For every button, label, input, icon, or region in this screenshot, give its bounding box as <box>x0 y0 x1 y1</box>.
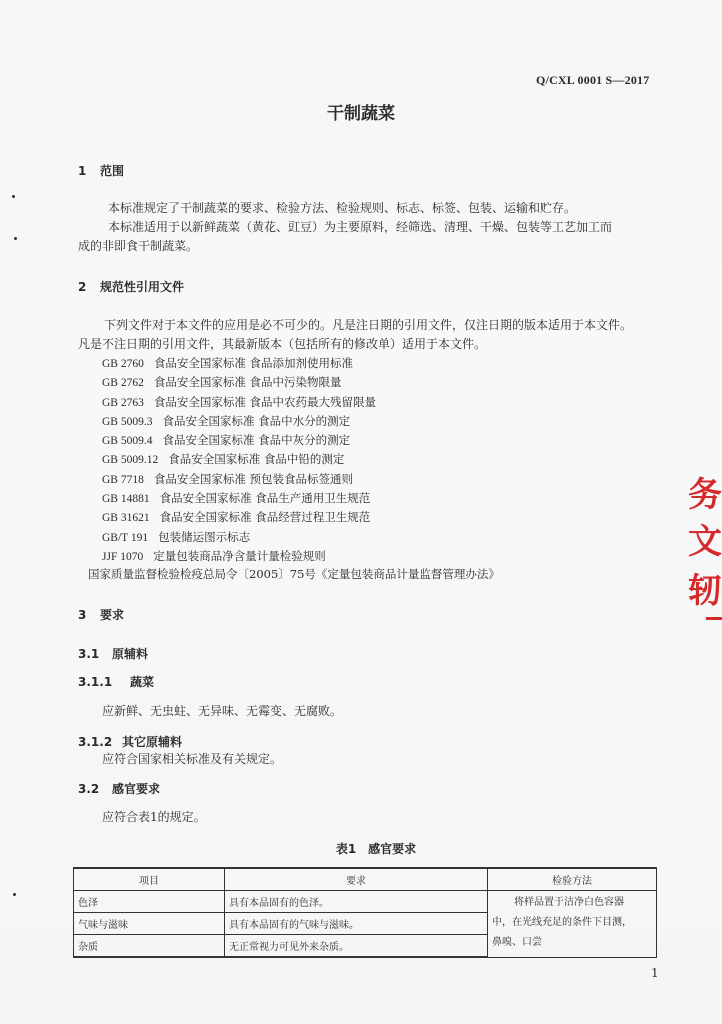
reference-code: GB 2762 <box>102 377 144 390</box>
subsection-3-1-heading <box>78 645 148 662</box>
reference-code: GB 14881 <box>102 493 150 506</box>
paragraph: 凡是不注日期的引用文件，其最新版本（包括所有的修改单）适用于本文件。 <box>78 337 487 351</box>
reference-code: GB/T 191 <box>102 531 149 544</box>
section-title: 范围 <box>100 164 125 178</box>
reference-regulation: 国家质量监督检验检疫总局令〔2005〕75号《定量包装商品计量监督管理办法》 <box>88 567 500 581</box>
table-cell: 无正常视力可见外来杂质。 <box>225 935 488 958</box>
paragraph: 应新鲜、无虫蛀、无异味、无霉变、无腐败。 <box>102 704 343 718</box>
reference-title: 食品安全国家标准 食品中铅的测定 <box>168 452 345 467</box>
paragraph: 下列文件对于本文件的应用是必不可少的。凡是注日期的引用文件，仅注日期的版本适用于本文件。 <box>104 318 633 332</box>
stamp-fragment: 文 <box>688 522 722 562</box>
reference-item <box>102 528 376 547</box>
column-header: 检验方法 <box>488 868 657 891</box>
subsection-title: 蔬菜 <box>130 675 155 689</box>
paragraph: 应符合国家相关标准及有关规定。 <box>102 752 283 766</box>
subsection-number: 3.1.2 <box>78 735 113 749</box>
reference-code: GB 5009.3 <box>102 415 153 428</box>
subsection-3-1-1-heading <box>78 673 154 690</box>
reference-title: 食品安全国家标准 食品中水分的测定 <box>162 413 351 428</box>
table-cell: 杂质 <box>74 935 225 958</box>
reference-title: 食品安全国家标准 食品添加剂使用标准 <box>153 356 354 370</box>
reference-item <box>102 547 376 566</box>
column-header: 项目 <box>74 868 225 891</box>
reference-item <box>102 508 376 527</box>
reference-title: 食品安全国家标准 预包装食品标签通则 <box>153 471 354 486</box>
reference-title: 食品安全国家标准 食品中农药最大残留限量 <box>153 394 377 409</box>
reference-item <box>102 470 376 489</box>
reference-item <box>102 489 376 508</box>
reference-code: GB 31621 <box>102 512 150 525</box>
reference-item <box>102 393 376 412</box>
sensory-table <box>73 867 657 958</box>
stamp-line <box>706 617 722 620</box>
section-number: 1 <box>78 164 87 178</box>
table-cell: 色泽 <box>74 891 225 913</box>
subsection-number: 3.1.1 <box>78 675 113 689</box>
paragraph: 本标准规定了干制蔬菜的要求、检验方法、检验规则、标志、标签、包装、运输和贮存。 <box>108 201 577 215</box>
subsection-title: 其它原辅料 <box>122 735 183 749</box>
reference-title: 定量包装商品净含量计量检验规则 <box>153 548 326 563</box>
subsection-3-2-heading <box>78 780 160 797</box>
reference-list <box>102 354 376 566</box>
stamp-fragment: 轫 <box>688 571 722 611</box>
reference-item <box>102 373 376 392</box>
method-line: 将样品置于洁净白色容器 <box>514 897 624 908</box>
subsection-title: 感官要求 <box>112 782 161 796</box>
page-number: 1 <box>651 966 659 980</box>
scan-mark <box>14 237 17 240</box>
section-title: 规范性引用文件 <box>100 280 185 294</box>
stamp-fragment: 务 <box>688 475 722 515</box>
reference-item <box>102 354 376 373</box>
reference-title: 食品安全国家标准 食品中灰分的测定 <box>162 433 351 448</box>
table-cell: 具有本品固有的色泽。 <box>225 891 488 913</box>
section-2-heading <box>78 278 184 295</box>
table-caption: 表1 感官要求 <box>335 842 417 856</box>
table-row <box>74 891 657 913</box>
paragraph: 应符合表1的规定。 <box>102 810 206 824</box>
scan-mark <box>13 893 16 896</box>
reference-item <box>102 431 376 450</box>
reference-item <box>102 412 376 431</box>
column-header: 要求 <box>225 868 488 891</box>
subsection-number: 3.2 <box>78 782 100 796</box>
table-cell: 具有本品固有的气味与滋味。 <box>225 913 488 935</box>
section-1-heading <box>78 162 124 179</box>
section-3-heading <box>78 606 124 623</box>
method-line: 中，在光线充足的条件下目测， <box>492 917 632 928</box>
standard-code: Q/CXL 0001 S—2017 <box>536 73 650 87</box>
method-line: 鼻嗅、口尝 <box>492 937 542 948</box>
reference-title: 包装储运图示标志 <box>158 529 251 544</box>
section-number: 2 <box>78 280 87 294</box>
reference-item <box>102 450 376 469</box>
reference-code: GB 2760 <box>102 358 144 370</box>
reference-title: 食品安全国家标准 食品生产通用卫生规范 <box>159 491 371 506</box>
method-cell <box>488 891 657 958</box>
reference-code: GB 7718 <box>102 473 144 486</box>
paragraph: 本标准适用于以新鲜蔬菜（黄花、豇豆）为主要原料，经筛选、清理、干燥、包装等工艺加工而 <box>108 220 613 234</box>
subsection-3-1-2-heading <box>78 733 182 750</box>
subsection-title: 原辅料 <box>112 647 149 661</box>
table-cell: 气味与滋味 <box>74 913 225 935</box>
reference-title: 食品安全国家标准 食品经营过程卫生规范 <box>159 510 371 525</box>
reference-code: GB 2763 <box>102 396 144 409</box>
table-header-row <box>74 868 657 891</box>
subsection-number: 3.1 <box>78 647 100 661</box>
reference-code: GB 5009.4 <box>102 435 153 448</box>
paragraph: 成的非即食干制蔬菜。 <box>78 239 199 253</box>
reference-title: 食品安全国家标准 食品中污染物限量 <box>153 375 342 390</box>
document-title: 干制蔬菜 <box>327 104 395 124</box>
section-number: 3 <box>78 608 87 622</box>
scan-mark <box>12 195 15 198</box>
reference-code: GB 5009.12 <box>102 454 159 467</box>
section-title: 要求 <box>100 608 125 622</box>
reference-code: JJF 1070 <box>102 550 144 563</box>
